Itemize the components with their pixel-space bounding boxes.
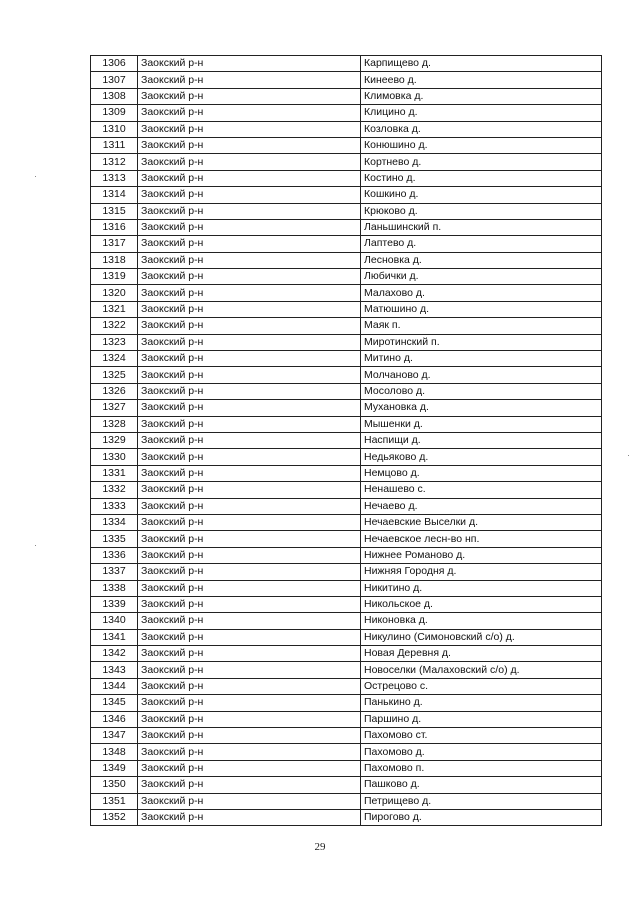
row-number: 1336 — [91, 547, 138, 563]
table-row — [91, 400, 602, 416]
row-number: 1317 — [91, 236, 138, 252]
row-number: 1315 — [91, 203, 138, 219]
district-cell: Заокский р-н — [138, 301, 361, 317]
row-number: 1352 — [91, 809, 138, 825]
table-row — [91, 269, 602, 285]
district-cell: Заокский р-н — [138, 531, 361, 547]
district-cell: Заокский р-н — [138, 580, 361, 596]
settlement-cell: Недьяково д. — [361, 449, 602, 465]
row-number: 1334 — [91, 514, 138, 530]
row-number: 1343 — [91, 662, 138, 678]
row-number: 1327 — [91, 400, 138, 416]
row-number: 1326 — [91, 383, 138, 399]
district-cell: Заокский р-н — [138, 252, 361, 268]
row-number: 1346 — [91, 711, 138, 727]
row-number: 1312 — [91, 154, 138, 170]
table-row — [91, 596, 602, 612]
table-row — [91, 793, 602, 809]
settlement-cell: Никольское д. — [361, 596, 602, 612]
row-number: 1324 — [91, 351, 138, 367]
settlement-cell: Клицино д. — [361, 105, 602, 121]
settlement-cell: Кинеево д. — [361, 72, 602, 88]
district-cell: Заокский р-н — [138, 154, 361, 170]
settlement-cell: Нечаево д. — [361, 498, 602, 514]
table-body — [91, 56, 602, 826]
district-cell: Заокский р-н — [138, 121, 361, 137]
settlement-cell: Никулино (Симоновский с/о) д. — [361, 629, 602, 645]
row-number: 1337 — [91, 564, 138, 580]
district-cell: Заокский р-н — [138, 613, 361, 629]
district-cell: Заокский р-н — [138, 760, 361, 776]
row-number: 1345 — [91, 695, 138, 711]
row-number: 1328 — [91, 416, 138, 432]
row-number: 1306 — [91, 56, 138, 72]
row-number: 1325 — [91, 367, 138, 383]
settlement-cell: Пахомово ст. — [361, 728, 602, 744]
table-row — [91, 383, 602, 399]
settlement-cell: Мосолово д. — [361, 383, 602, 399]
district-cell: Заокский р-н — [138, 646, 361, 662]
table-row — [91, 547, 602, 563]
district-cell: Заокский р-н — [138, 547, 361, 563]
settlement-cell: Костино д. — [361, 170, 602, 186]
district-cell: Заокский р-н — [138, 465, 361, 481]
district-cell: Заокский р-н — [138, 793, 361, 809]
settlement-cell: Новоселки (Малаховский с/о) д. — [361, 662, 602, 678]
settlement-cell: Митино д. — [361, 351, 602, 367]
row-number: 1314 — [91, 187, 138, 203]
settlement-cell: Мышенки д. — [361, 416, 602, 432]
settlements-table — [90, 55, 602, 826]
settlement-cell: Паршино д. — [361, 711, 602, 727]
settlement-cell: Немцово д. — [361, 465, 602, 481]
table-row — [91, 236, 602, 252]
settlement-cell: Климовка д. — [361, 88, 602, 104]
table-row — [91, 137, 602, 153]
district-cell: Заокский р-н — [138, 400, 361, 416]
row-number: 1311 — [91, 137, 138, 153]
row-number: 1313 — [91, 170, 138, 186]
district-cell: Заокский р-н — [138, 334, 361, 350]
table-row — [91, 465, 602, 481]
table-row — [91, 646, 602, 662]
district-cell: Заокский р-н — [138, 482, 361, 498]
table-row — [91, 88, 602, 104]
district-cell: Заокский р-н — [138, 416, 361, 432]
row-number: 1341 — [91, 629, 138, 645]
district-cell: Заокский р-н — [138, 728, 361, 744]
row-number: 1340 — [91, 613, 138, 629]
district-cell: Заокский р-н — [138, 564, 361, 580]
row-number: 1320 — [91, 285, 138, 301]
district-cell: Заокский р-н — [138, 383, 361, 399]
table-row — [91, 154, 602, 170]
district-cell: Заокский р-н — [138, 88, 361, 104]
row-number: 1338 — [91, 580, 138, 596]
table-row — [91, 564, 602, 580]
table-row — [91, 777, 602, 793]
row-number: 1342 — [91, 646, 138, 662]
row-number: 1349 — [91, 760, 138, 776]
table-row — [91, 531, 602, 547]
settlement-cell: Острецово с. — [361, 678, 602, 694]
row-number: 1351 — [91, 793, 138, 809]
row-number: 1309 — [91, 105, 138, 121]
row-number: 1332 — [91, 482, 138, 498]
row-number: 1319 — [91, 269, 138, 285]
district-cell: Заокский р-н — [138, 56, 361, 72]
row-number: 1316 — [91, 219, 138, 235]
settlement-cell: Лаптево д. — [361, 236, 602, 252]
table-row — [91, 105, 602, 121]
table-row — [91, 678, 602, 694]
table-row — [91, 728, 602, 744]
table-row — [91, 285, 602, 301]
district-cell: Заокский р-н — [138, 318, 361, 334]
settlement-cell: Пирогово д. — [361, 809, 602, 825]
table-row — [91, 711, 602, 727]
district-cell: Заокский р-н — [138, 367, 361, 383]
row-number: 1321 — [91, 301, 138, 317]
settlement-cell: Пашково д. — [361, 777, 602, 793]
settlement-cell: Козловка д. — [361, 121, 602, 137]
district-cell: Заокский р-н — [138, 678, 361, 694]
district-cell: Заокский р-н — [138, 187, 361, 203]
page-number: 29 — [314, 841, 326, 853]
table-row — [91, 121, 602, 137]
settlement-cell: Мухановка д. — [361, 400, 602, 416]
settlement-cell: Петрищево д. — [361, 793, 602, 809]
settlement-cell: Нижнее Романово д. — [361, 547, 602, 563]
table-row — [91, 318, 602, 334]
row-number: 1333 — [91, 498, 138, 514]
settlement-cell: Карпищево д. — [361, 56, 602, 72]
settlement-cell: Матюшино д. — [361, 301, 602, 317]
table-row — [91, 252, 602, 268]
settlement-cell: Пахомово п. — [361, 760, 602, 776]
table-row — [91, 301, 602, 317]
row-number: 1335 — [91, 531, 138, 547]
table-row — [91, 695, 602, 711]
row-number: 1347 — [91, 728, 138, 744]
district-cell: Заокский р-н — [138, 711, 361, 727]
district-cell: Заокский р-н — [138, 744, 361, 760]
row-number: 1323 — [91, 334, 138, 350]
table-row — [91, 416, 602, 432]
row-number: 1330 — [91, 449, 138, 465]
row-number: 1307 — [91, 72, 138, 88]
scan-speck — [35, 176, 36, 177]
settlement-cell: Нечаевское лесн-во нп. — [361, 531, 602, 547]
table-row — [91, 580, 602, 596]
settlement-cell: Нечаевские Выселки д. — [361, 514, 602, 530]
scan-speck — [35, 545, 36, 546]
settlement-cell: Малахово д. — [361, 285, 602, 301]
row-number: 1318 — [91, 252, 138, 268]
district-cell: Заокский р-н — [138, 514, 361, 530]
district-cell: Заокский р-н — [138, 236, 361, 252]
table-row — [91, 482, 602, 498]
settlement-cell: Лесновка д. — [361, 252, 602, 268]
table-row — [91, 56, 602, 72]
district-cell: Заокский р-н — [138, 596, 361, 612]
district-cell: Заокский р-н — [138, 777, 361, 793]
district-cell: Заокский р-н — [138, 285, 361, 301]
row-number: 1308 — [91, 88, 138, 104]
table-row — [91, 662, 602, 678]
settlement-cell: Пахомово д. — [361, 744, 602, 760]
district-cell: Заокский р-н — [138, 809, 361, 825]
district-cell: Заокский р-н — [138, 170, 361, 186]
table-row — [91, 809, 602, 825]
settlement-cell: Ланьшинский п. — [361, 219, 602, 235]
table-row — [91, 744, 602, 760]
settlement-cell: Кошкино д. — [361, 187, 602, 203]
district-cell: Заокский р-н — [138, 137, 361, 153]
table-row — [91, 498, 602, 514]
settlement-cell: Миротинский п. — [361, 334, 602, 350]
district-cell: Заокский р-н — [138, 695, 361, 711]
table-row — [91, 187, 602, 203]
settlement-cell: Кортнево д. — [361, 154, 602, 170]
district-cell: Заокский р-н — [138, 203, 361, 219]
table-row — [91, 219, 602, 235]
settlement-cell: Панькино д. — [361, 695, 602, 711]
settlement-cell: Ненашево с. — [361, 482, 602, 498]
district-cell: Заокский р-н — [138, 498, 361, 514]
row-number: 1339 — [91, 596, 138, 612]
settlement-cell: Нижняя Городня д. — [361, 564, 602, 580]
table-row — [91, 72, 602, 88]
district-cell: Заокский р-н — [138, 105, 361, 121]
row-number: 1310 — [91, 121, 138, 137]
table-row — [91, 203, 602, 219]
table-row — [91, 367, 602, 383]
row-number: 1322 — [91, 318, 138, 334]
district-cell: Заокский р-н — [138, 662, 361, 678]
settlement-cell: Конюшино д. — [361, 137, 602, 153]
table-row — [91, 613, 602, 629]
table-row — [91, 432, 602, 448]
row-number: 1348 — [91, 744, 138, 760]
settlement-cell: Наспищи д. — [361, 432, 602, 448]
row-number: 1350 — [91, 777, 138, 793]
district-cell: Заокский р-н — [138, 219, 361, 235]
table-row — [91, 629, 602, 645]
district-cell: Заокский р-н — [138, 351, 361, 367]
table-row — [91, 170, 602, 186]
table-row — [91, 351, 602, 367]
settlement-cell: Молчаново д. — [361, 367, 602, 383]
settlement-cell: Никоновка д. — [361, 613, 602, 629]
table-row — [91, 334, 602, 350]
row-number: 1344 — [91, 678, 138, 694]
settlement-cell: Любички д. — [361, 269, 602, 285]
district-cell: Заокский р-н — [138, 629, 361, 645]
settlement-cell: Никитино д. — [361, 580, 602, 596]
row-number: 1331 — [91, 465, 138, 481]
settlement-cell: Новая Деревня д. — [361, 646, 602, 662]
table-row — [91, 514, 602, 530]
table-row — [91, 449, 602, 465]
row-number: 1329 — [91, 432, 138, 448]
district-cell: Заокский р-н — [138, 72, 361, 88]
settlement-cell: Маяк п. — [361, 318, 602, 334]
district-cell: Заокский р-н — [138, 269, 361, 285]
district-cell: Заокский р-н — [138, 449, 361, 465]
district-cell: Заокский р-н — [138, 432, 361, 448]
table-row — [91, 760, 602, 776]
settlement-cell: Крюково д. — [361, 203, 602, 219]
scan-speck — [628, 455, 629, 456]
